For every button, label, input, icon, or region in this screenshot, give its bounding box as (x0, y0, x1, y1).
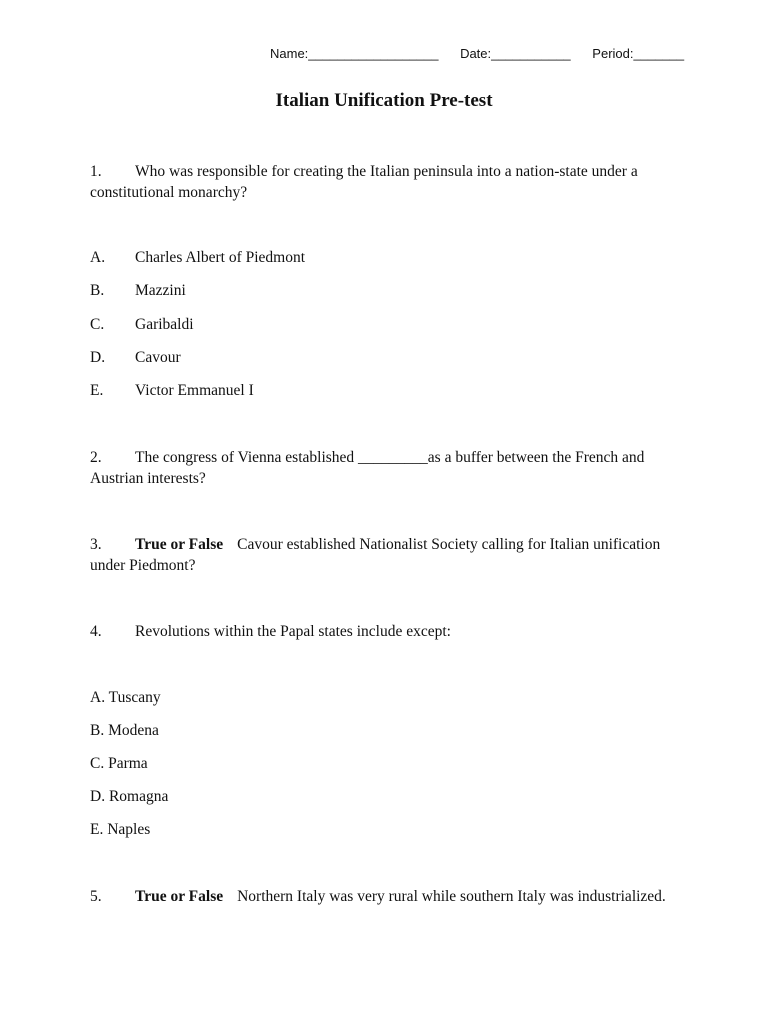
question-2 (90, 447, 680, 489)
question-3 (90, 534, 680, 576)
answer-option: B. Modena (90, 722, 159, 739)
option-letter: D. (90, 349, 106, 366)
answer-option (90, 347, 181, 368)
answer-option (90, 314, 194, 335)
question-1 (90, 161, 680, 203)
question-number: 5. (90, 888, 102, 905)
question-number: 2. (90, 449, 102, 466)
option-letter: B. (90, 282, 105, 299)
option-letter: E. (90, 382, 104, 399)
question-text: The congress of Vienna established _________as a buffer between the French and Austrian interests? (90, 449, 645, 487)
true-false-label: True or False (135, 888, 224, 905)
date-field: Date:___________ (460, 46, 571, 61)
answer-option (90, 247, 305, 268)
question-number: 3. (90, 536, 102, 553)
answer-option: E. Naples (90, 821, 151, 838)
question-number: 1. (90, 163, 102, 180)
question-text: Northern Italy was very rural while southern Italy was industrialized. (237, 888, 666, 905)
question-text: Revolutions within the Papal states include except: (135, 623, 451, 640)
option-letter: C. (90, 316, 105, 333)
answer-option (90, 280, 186, 301)
option-text: Mazzini (135, 282, 186, 299)
question-text: Cavour established Nationalist Society calling for Italian unification under Piedmont? (90, 536, 661, 574)
period-field: Period:_______ (592, 46, 685, 61)
student-info-header (270, 46, 684, 61)
answer-option (90, 380, 254, 401)
page-title: Italian Unification Pre-test (275, 90, 493, 111)
answer-option: A. Tuscany (90, 689, 161, 706)
option-text: Charles Albert of Piedmont (135, 249, 306, 266)
option-text: Garibaldi (135, 316, 194, 333)
answer-option: C. Parma (90, 755, 148, 772)
question-number: 4. (90, 623, 102, 640)
question-text: Who was responsible for creating the Italian peninsula into a nation-state under a constitutional monarchy? (90, 163, 638, 201)
option-text: Victor Emmanuel I (135, 382, 254, 399)
answer-option: D. Romagna (90, 788, 169, 805)
option-text: Cavour (135, 349, 181, 366)
name-field: Name:__________________ (270, 46, 439, 61)
true-false-label: True or False (135, 536, 224, 553)
option-letter: A. (90, 249, 106, 266)
question-4 (90, 621, 680, 642)
question-5 (90, 886, 680, 907)
